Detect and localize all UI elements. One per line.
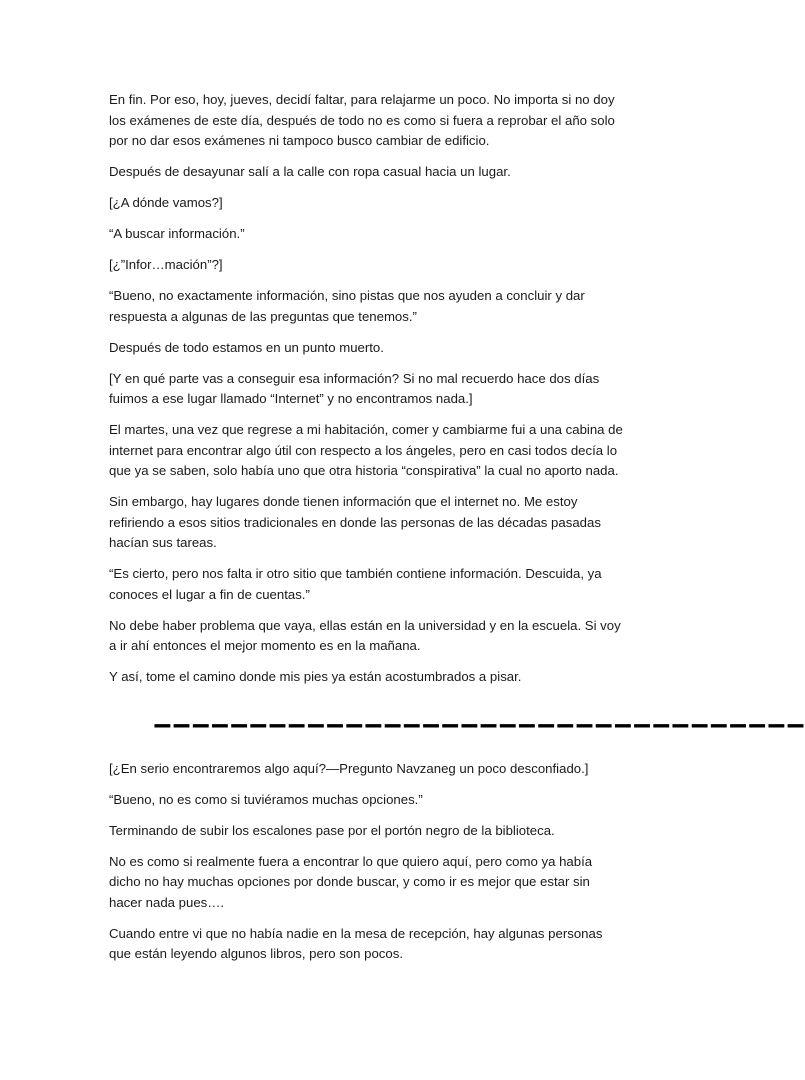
document-page	[109, 90, 805, 975]
paragraph-line: por no dar esos exámenes ni tampoco busco cambiar de edificio.	[109, 133, 490, 148]
paragraph-line: hacían sus tareas.	[109, 535, 217, 550]
paragraph	[109, 193, 661, 214]
paragraph-line: “A buscar información.”	[109, 226, 245, 241]
paragraph-line: que están leyendo algunos libros, pero son pocos.	[109, 946, 403, 961]
paragraph	[109, 255, 661, 276]
paragraph-line: “Bueno, no es como si tuviéramos muchas opciones.”	[109, 791, 423, 807]
paragraph-line: fuimos a ese lugar llamado “Internet” y no encontramos nada.]	[109, 391, 473, 406]
paragraph	[109, 852, 661, 914]
paragraph	[109, 759, 661, 780]
paragraph-line: Cuando entre vi que no había nadie en la mesa de recepción, hay algunas personas	[109, 925, 603, 941]
paragraph	[109, 338, 661, 359]
paragraph	[109, 420, 661, 482]
paragraph	[109, 224, 661, 245]
paragraph	[109, 821, 661, 842]
paragraph	[109, 924, 661, 965]
paragraph	[109, 90, 661, 152]
paragraph	[109, 162, 661, 183]
paragraph	[109, 790, 661, 811]
paragraph-line: [¿En serio encontraremos algo aquí?—Pregunto Navzaneg un poco desconfiado.]	[109, 760, 589, 776]
paragraph-line: Sin embargo, hay lugares donde tienen información que el internet no. Me estoy	[109, 494, 578, 509]
paragraph-line: Terminando de subir los escalones pase por el portón negro de la biblioteca.	[109, 822, 555, 838]
paragraph	[109, 564, 661, 605]
paragraph-line: En fin. Por eso, hoy, jueves, decidí faltar, para relajarme un poco. No importa si no doy	[109, 92, 615, 107]
paragraph-line: respuesta a algunas de las preguntas que tenemos.”	[109, 308, 417, 324]
paragraph-line: [¿”Infor…mación”?]	[109, 257, 223, 272]
paragraph	[109, 667, 661, 688]
paragraph-line: que ya se saben, solo había uno que otra historia “conspirativa” la cual no aporto nada.	[109, 463, 619, 478]
paragraph-line: dicho no hay muchas opciones por donde buscar, y como ir es mejor que estar sin	[109, 874, 590, 889]
paragraph-line: conoces el lugar a fin de cuentas.”	[109, 586, 310, 602]
paragraph	[109, 369, 661, 410]
paragraph-line: “Es cierto, pero nos falta ir otro sitio que también contiene información. Descuida, ya	[109, 566, 602, 581]
paragraph-line: No debe haber problema que vaya, ellas están en la universidad y en la escuela. Si voy	[109, 617, 621, 633]
section-after-break	[109, 759, 661, 965]
paragraph-line: Después de desayunar salí a la calle con ropa casual hacia un lugar.	[109, 164, 511, 179]
paragraph-line: Después de todo estamos en un punto muerto.	[109, 339, 384, 355]
paragraph-line: los exámenes de este día, después de todo no es como si fuera a reprobar el año solo	[109, 112, 615, 128]
section-before-break	[109, 90, 661, 688]
paragraph-line: “Bueno, no exactamente información, sino pistas que nos ayuden a concluir y dar	[109, 288, 585, 303]
paragraph-line: a ir ahí entonces el mejor momento es en la mañana.	[109, 638, 421, 653]
paragraph	[109, 286, 661, 327]
scene-break-separator: ‒‒‒‒‒‒‒‒‒‒‒‒‒‒‒‒‒‒‒‒‒‒‒‒‒‒‒‒‒‒‒‒‒‒	[153, 708, 805, 740]
paragraph-line: No es como si realmente fuera a encontrar lo que quiero aquí, pero como ya había	[109, 853, 593, 869]
paragraph	[109, 492, 661, 554]
paragraph-line: internet para encontrar algo útil con respecto a los ángeles, pero en casi todos decía lo	[109, 442, 618, 458]
paragraph-line: Y así, tome el camino donde mis pies ya están acostumbrados a pisar.	[109, 669, 522, 684]
paragraph-line: refiriendo a esos sitios tradicionales en donde las personas de las décadas pasadas	[109, 514, 601, 530]
paragraph	[109, 616, 661, 657]
paragraph-line: [Y en qué parte vas a conseguir esa información? Si no mal recuerdo hace dos días	[109, 370, 600, 386]
paragraph-line: [¿A dónde vamos?]	[109, 195, 223, 210]
paragraph-line: El martes, una vez que regrese a mi habitación, comer y cambiarme fui a una cabina de	[109, 422, 623, 437]
paragraph-line: hacer nada pues….	[109, 894, 225, 910]
